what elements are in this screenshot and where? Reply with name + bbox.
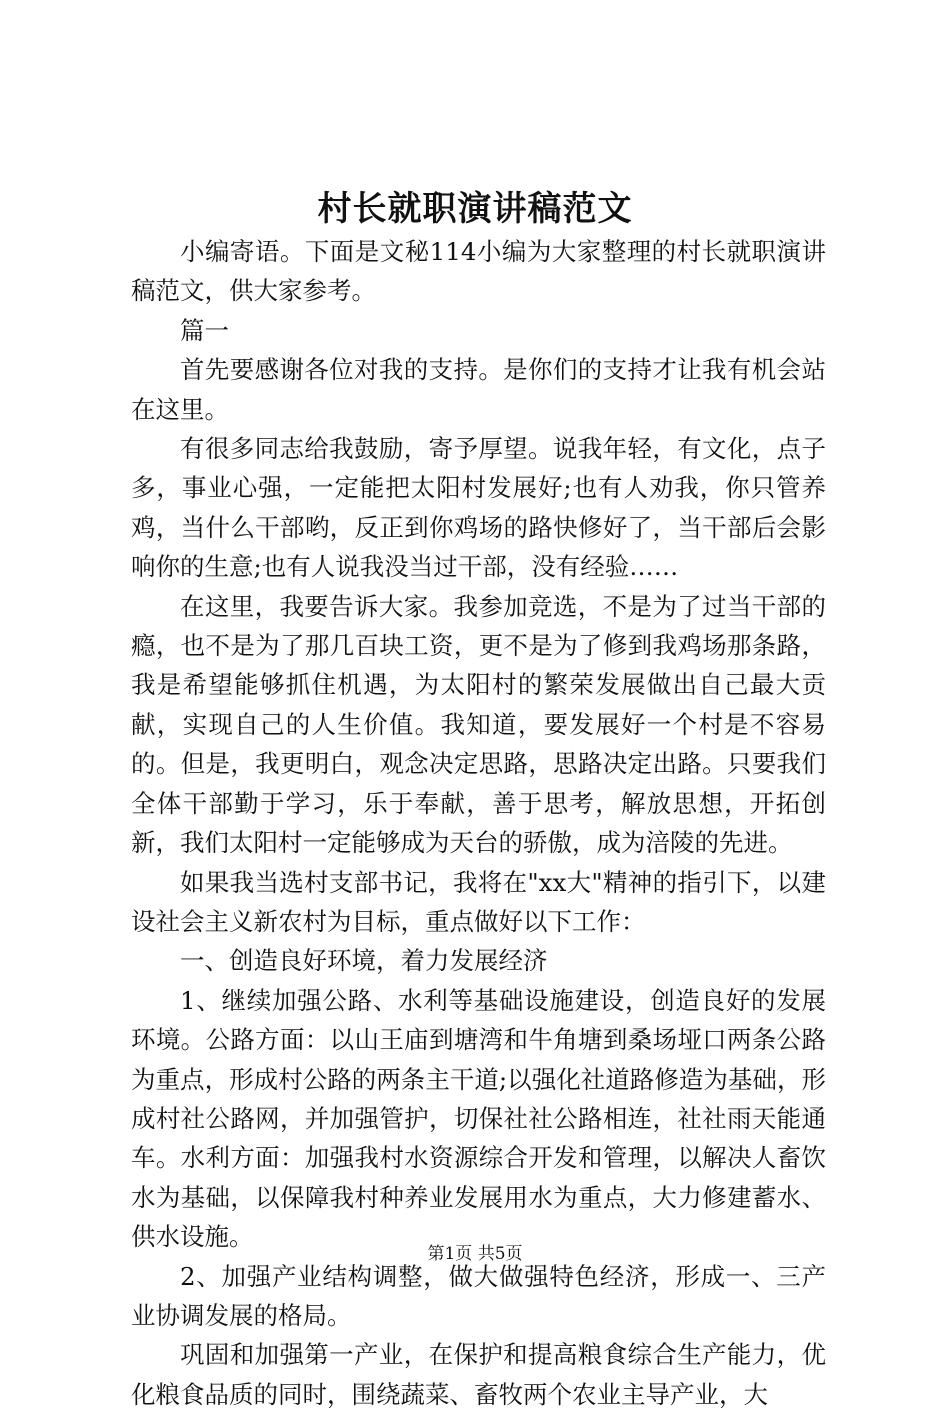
- paragraph: 首先要感谢各位对我的支持。是你们的支持才让我有机会站在这里。: [131, 355, 826, 424]
- paragraph-section-heading: 篇一: [180, 315, 229, 345]
- paragraph: 有很多同志给我鼓励，寄予厚望。说我年轻，有文化，点子多，事业心强，一定能把太阳村发展好;也有人劝我，你只管养鸡，当什么干部哟，反正到你鸡场的路快修好了，当干部后会影响你的生意;也有人说我没当过干部，没有经验……: [131, 434, 826, 582]
- paragraph: 1、继续加强公路、水利等基础设施建设，创造良好的发展环境。公路方面：以山王庙到塘湾和牛角塘到桑场垭口两条公路为重点，形成村公路的两条主干道;以强化社道路修造为基础，形成村社公路网，并加强管护，切保社社公路相连，社社雨天能通车。水利方面：加强我村水资源综合开发和管理，以解决人畜饮水为基础，以保障我村种养业发展用水为重点，大力修建蓄水、供水设施。: [131, 985, 826, 1252]
- paragraph: 在这里，我要告诉大家。我参加竞选，不是为了过当干部的瘾，也不是为了那几百块工资，更不是为了修到我鸡场那条路，我是希望能够抓住机遇，为太阳村的繁荣发展做出自己最大贡献，实现自己的人生价值。我知道，要发展好一个村是不容易的。但是，我更明白，观念决定思路，思路决定出路。只要我们全体干部勤于学习，乐于奉献，善于思考，解放思想，开拓创新，我们太阳村一定能够成为天台的骄傲，成为涪陵的先进。: [131, 591, 826, 858]
- paragraph-subheading: 一、创造良好环境，着力发展经济: [180, 946, 548, 976]
- page-footer: 第1页 共5页: [427, 1244, 523, 1264]
- paragraph-intro: 小编寄语。下面是文秘114小编为大家整理的村长就职演讲稿范文，供大家参考。: [131, 237, 826, 306]
- paragraph: 巩固和加强第一产业，在保护和提高粮食综合生产能力，优化粮食品质的同时，围绕蔬菜、畜牧两个农业主导产业，大: [131, 1340, 826, 1409]
- document-body: [131, 232, 826, 1414]
- paragraph: 如果我当选村支部书记，我将在"xx大"精神的指引下，以建设社会主义新农村为目标，重点做好以下工作：: [131, 867, 826, 936]
- paragraph: 2、加强产业结构调整，做大做强特色经济，形成一、三产业协调发展的格局。: [131, 1261, 826, 1330]
- document-title: 村长就职演讲稿范文: [317, 189, 633, 229]
